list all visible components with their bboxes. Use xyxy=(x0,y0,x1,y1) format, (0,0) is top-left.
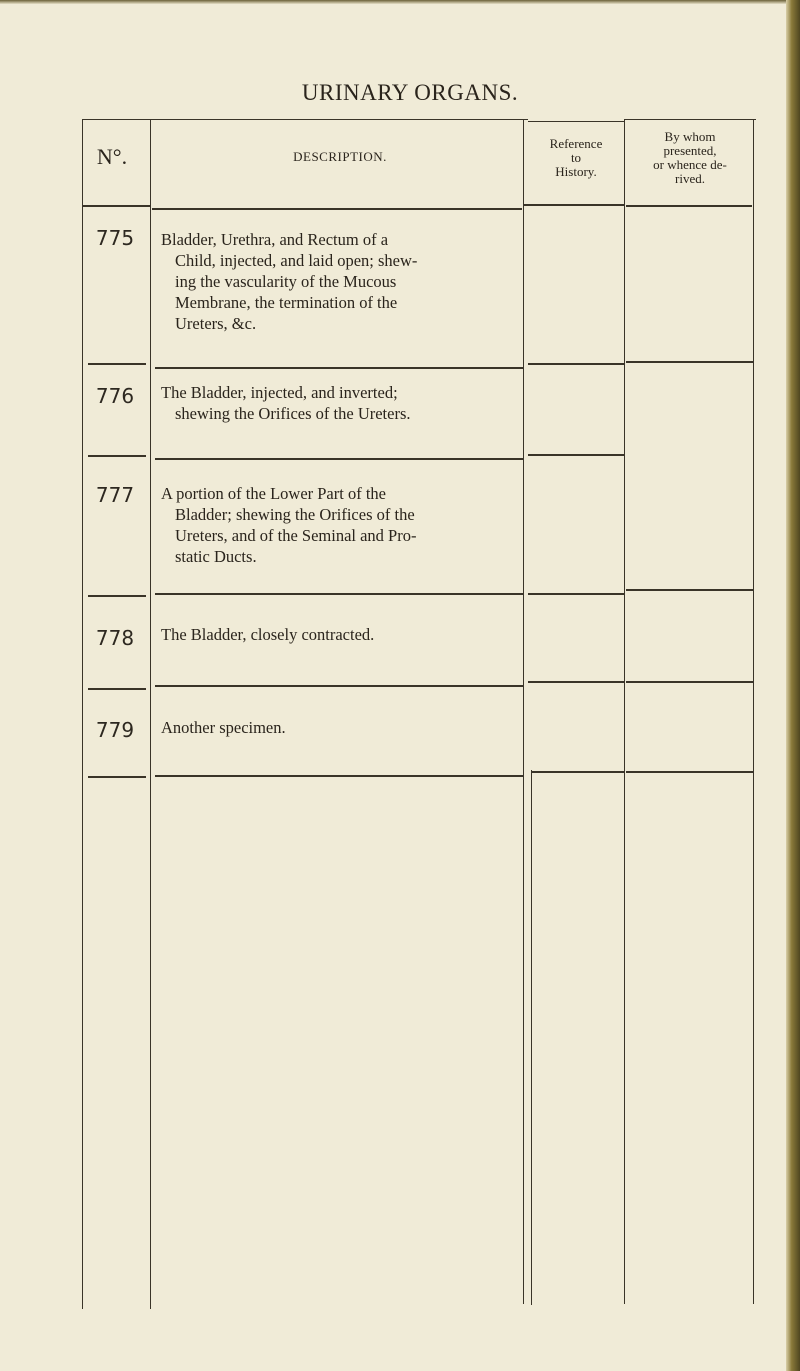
column-rule-ref-inner xyxy=(531,770,532,1305)
description-line: Child, injected, and laid open; shew- xyxy=(175,251,418,270)
specimen-number: 777 xyxy=(95,483,135,507)
description-line: Ureters, and of the Seminal and Pro- xyxy=(175,526,417,545)
table-top-rule xyxy=(82,119,528,120)
specimen-description xyxy=(161,382,516,424)
row-rule-776-no xyxy=(88,455,146,457)
page-top-edge xyxy=(0,0,800,4)
row-rule-778-no xyxy=(88,688,146,690)
row-rule-776-desc xyxy=(155,458,523,460)
description-line: Membrane, the termination of the xyxy=(175,293,398,312)
column-rule-left xyxy=(82,119,83,1309)
specimen-description xyxy=(161,229,516,334)
page-title: URINARY ORGANS. xyxy=(301,80,519,105)
column-rule-desc xyxy=(523,119,524,1304)
description-line: ing the vascularity of the Mucous xyxy=(175,272,397,291)
description-line: shewing the Orifices of the Ureters. xyxy=(175,404,411,423)
row-rule-776-ref xyxy=(528,454,624,456)
description-line: Another specimen. xyxy=(161,718,286,737)
row-rule-779-by xyxy=(626,771,753,773)
row-rule-777-ref xyxy=(528,593,624,595)
header-reference xyxy=(528,137,624,179)
description-line: A portion of the Lower Part of the xyxy=(161,484,386,503)
column-rule-right xyxy=(753,119,754,1304)
description-line: The Bladder, injected, and inverted; xyxy=(161,383,398,402)
specimen-number: 776 xyxy=(95,384,135,408)
specimen-number: 778 xyxy=(95,626,135,650)
header-reference-line: Reference xyxy=(549,136,603,151)
table-top-rule-ref xyxy=(528,121,624,122)
description-line: Bladder; shewing the Orifices of the xyxy=(175,505,415,524)
header-presented-by xyxy=(626,130,754,186)
header-description: DESCRIPTION. xyxy=(293,149,387,164)
header-rule-ref xyxy=(524,204,624,206)
description-line: Ureters, &c. xyxy=(175,314,257,333)
row-rule-775-no xyxy=(88,363,146,365)
header-presented-by-line: By whom xyxy=(664,129,716,144)
column-rule-no xyxy=(150,119,151,1309)
row-rule-778-by xyxy=(626,681,753,683)
header-presented-by-line: presented, xyxy=(663,143,717,158)
header-presented-by-line: rived. xyxy=(675,171,705,186)
header-number: N°. xyxy=(96,144,128,169)
description-line: Bladder, Urethra, and Rectum of a xyxy=(161,230,389,249)
specimen-number: 779 xyxy=(95,718,135,742)
header-rule-desc xyxy=(152,208,522,210)
row-rule-778-desc xyxy=(155,685,523,687)
header-presented-by-line: or whence de- xyxy=(653,157,727,172)
row-rule-775-desc xyxy=(155,367,523,369)
specimen-description xyxy=(161,483,516,567)
row-rule-779-desc xyxy=(155,775,523,777)
row-rule-775-by xyxy=(626,361,753,363)
specimen-description xyxy=(161,717,516,738)
row-rule-777-by xyxy=(626,589,753,591)
row-rule-777-no xyxy=(88,595,146,597)
description-line: static Ducts. xyxy=(175,547,257,566)
row-rule-779-ref xyxy=(532,771,624,773)
column-rule-ref xyxy=(624,119,625,1304)
row-rule-777-desc xyxy=(155,593,523,595)
row-rule-775-ref xyxy=(528,363,624,365)
book-spine-edge xyxy=(786,0,800,1371)
description-line: The Bladder, closely contracted. xyxy=(161,625,375,644)
header-rule-no xyxy=(82,205,150,207)
row-rule-779-no xyxy=(88,776,146,778)
table-top-rule-by xyxy=(624,119,756,120)
specimen-number: 775 xyxy=(95,226,135,250)
header-reference-line: History. xyxy=(555,164,597,179)
header-rule-by xyxy=(626,205,752,207)
specimen-description xyxy=(161,624,516,645)
header-reference-line: to xyxy=(570,150,582,165)
row-rule-778-ref xyxy=(528,681,624,683)
